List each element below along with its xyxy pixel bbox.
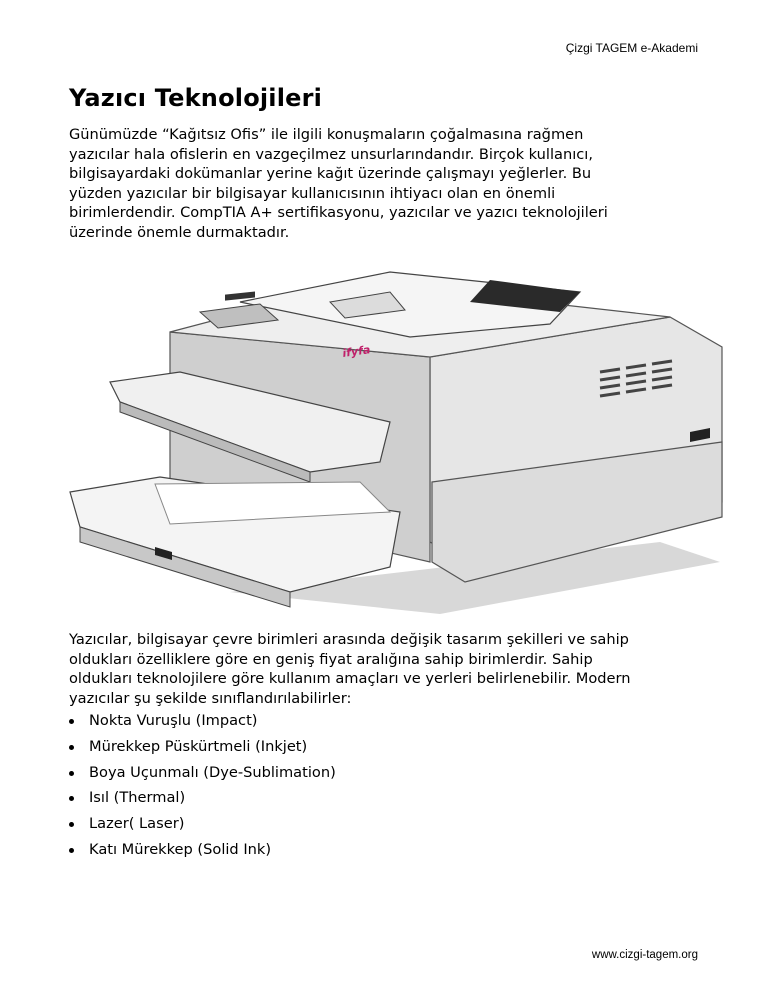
list-item — [69, 737, 336, 763]
list-item — [69, 840, 336, 866]
list-item-label: Isıl (Thermal) — [89, 789, 186, 807]
classification-paragraph — [69, 630, 709, 708]
intro-paragraph — [69, 125, 709, 242]
bullet-icon — [69, 771, 74, 776]
classification-line: oldukları özelliklere göre en geniş fiyat aralığına sahip birimlerdir. Sahip — [69, 650, 593, 668]
intro-line: üzerinde önemle durmaktadır. — [69, 223, 290, 241]
classification-line: Yazıcılar, bilgisayar çevre birimleri arasında değişik tasarım şekilleri ve sahip — [69, 631, 629, 648]
list-item-label: Katı Mürekkep (Solid Ink) — [89, 840, 272, 858]
list-item-label: Lazer( Laser) — [89, 815, 185, 833]
printer-types-list — [69, 711, 336, 866]
intro-line: yüzden yazıcılar bir bilgisayar kullanıcısının ihtiyacı olan en önemli — [69, 184, 556, 202]
list-item-label: Boya Uçunmalı (Dye-Sublimation) — [89, 763, 336, 781]
list-item — [69, 814, 336, 840]
list-item-label: Nokta Vuruşlu (Impact) — [89, 712, 258, 729]
list-item — [69, 788, 336, 814]
classification-line: oldukları teknolojilere göre kullanım amaçları ve yerleri belirlenebilir. Modern — [69, 670, 631, 687]
list-item-label: Mürekkep Püskürtmeli (Inkjet) — [89, 737, 308, 755]
bullet-icon — [69, 745, 74, 750]
page-title: Yazıcı Teknolojileri — [69, 84, 323, 112]
bullet-icon — [69, 822, 74, 827]
laser-printer-illustration — [60, 262, 732, 622]
list-item — [69, 763, 336, 789]
footer-url[interactable]: www.cizgi-tagem.org — [591, 949, 698, 961]
intro-line: birimlerdendir. CompTIA A+ sertifikasyonu, yazıcılar ve yazıcı teknolojileri — [69, 204, 608, 221]
display-screen — [225, 292, 255, 301]
bullet-icon — [69, 796, 74, 801]
intro-line: Günümüzde “Kağıtsız Ofis” ile ilgili konuşmaların çoğalmasına rağmen — [69, 126, 584, 143]
intro-line: yazıcılar hala ofislerin en vazgeçilmez unsurlarındandır. Birçok kullanıcı, — [69, 145, 593, 163]
bullet-icon — [69, 719, 74, 724]
classification-line: yazıcılar şu şekilde sınıflandırılabilirler: — [69, 689, 352, 707]
bullet-icon — [69, 848, 74, 853]
header-brand: Çizgi TAGEM e-Akademi — [565, 41, 698, 55]
intro-line: bilgisayardaki dokümanlar yerine kağıt üzerinde çalışmayı yeğlerler. Bu — [69, 165, 592, 182]
printer-logo: ifyfa — [341, 343, 372, 360]
list-item — [69, 711, 336, 737]
